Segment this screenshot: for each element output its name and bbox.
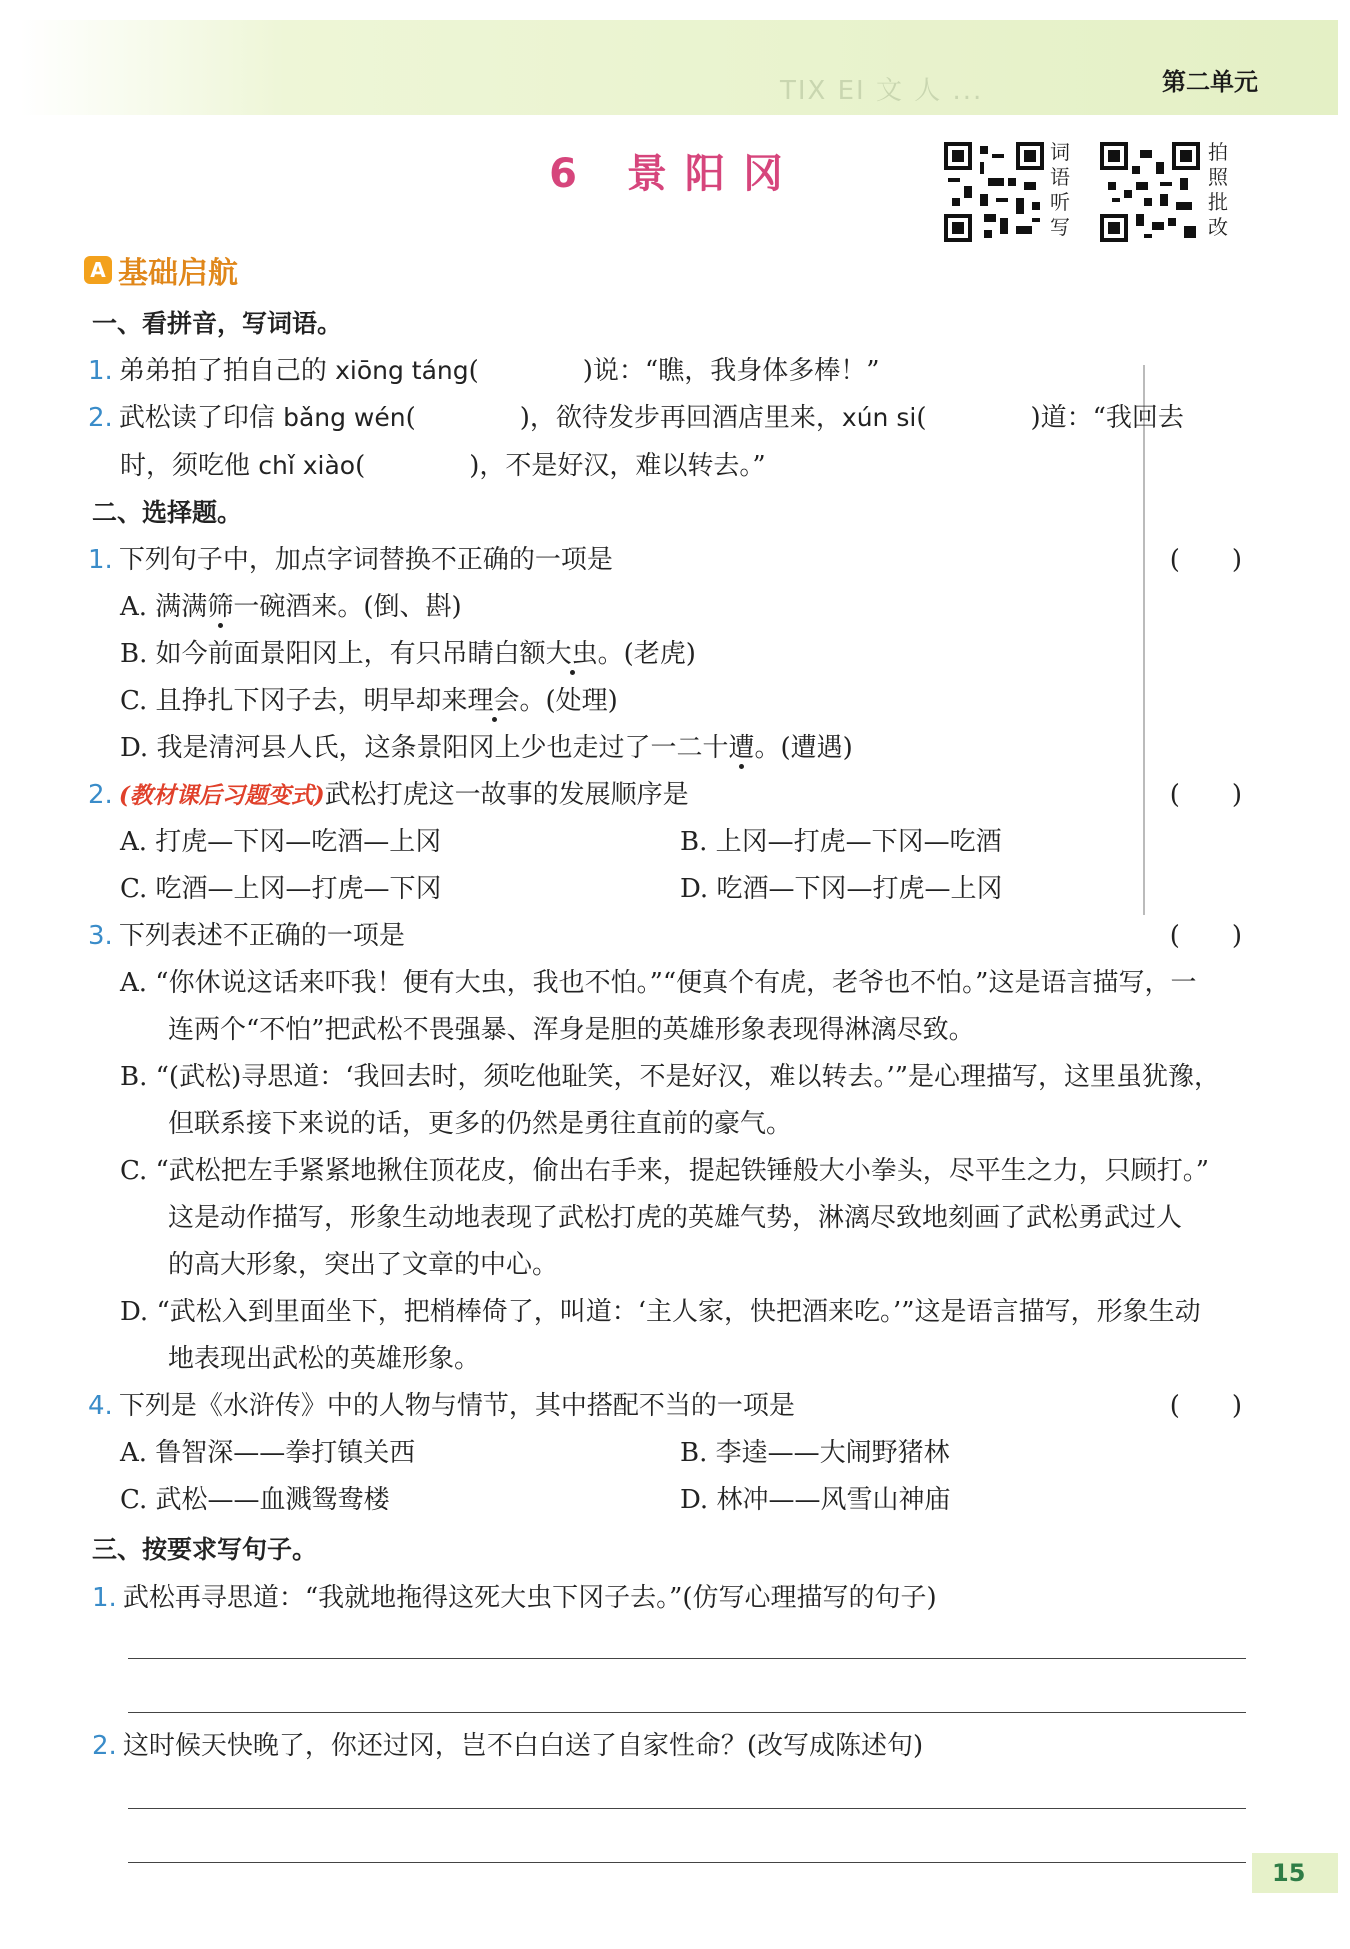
section-badge-icon: A xyxy=(84,256,112,284)
header-ghost-text: TIX EI 文 人 ... xyxy=(780,76,984,106)
part1-heading: 一、看拼音，写词语。 xyxy=(92,309,343,338)
option-a[interactable]: A. 鲁智深——拳打镇关西 xyxy=(120,1438,416,1468)
option-text: 。(处理) xyxy=(519,686,618,716)
qr-code-photo-grading[interactable] xyxy=(1100,142,1200,242)
question-number: 2. xyxy=(88,780,113,810)
option-c-cont: 的高大形象，突出了文章的中心。 xyxy=(168,1250,559,1280)
p3-q1 xyxy=(92,1582,937,1614)
q-text: 武松读了印信 xyxy=(118,403,284,433)
dotted-word: 大虫 xyxy=(545,639,598,669)
answer-paren[interactable]: ( ) xyxy=(1169,780,1242,810)
option-d[interactable]: D. 林冲——风雪山神庙 xyxy=(680,1485,951,1515)
pinyin: bǎng wén xyxy=(283,403,406,432)
option-c[interactable]: C. 吃酒—上冈—打虎—下冈 xyxy=(120,874,442,904)
p1-q2-line2 xyxy=(120,450,766,482)
answer-blank[interactable]: ( ) xyxy=(355,451,480,481)
q-text: 下列是《水浒传》中的人物与情节，其中搭配不当的一项是 xyxy=(118,1391,795,1421)
option-c-cont: 这是动作描写，形象生动地表现了武松打虎的英雄气势，淋漓尽致地刻画了武松勇武过人 xyxy=(168,1203,1183,1233)
q-text: 时，须吃他 xyxy=(120,451,259,481)
option-text: 一碗酒来。(倒、斟) xyxy=(233,592,462,622)
option-text: C. 且挣扎下冈子去，明早却来 xyxy=(120,686,468,716)
vertical-divider xyxy=(1143,365,1145,915)
q-text: ，欲待发步再回酒店里来， xyxy=(529,403,842,433)
answer-paren[interactable]: ( ) xyxy=(1169,921,1242,951)
question-number: 1. xyxy=(88,356,113,386)
part2-heading: 二、选择题。 xyxy=(92,498,243,527)
option-b[interactable] xyxy=(120,638,696,670)
p2-q2 xyxy=(88,779,689,812)
dotted-word: 理会 xyxy=(467,686,520,716)
lesson-title: 6 景阳冈 xyxy=(549,151,801,197)
question-number: 3. xyxy=(88,921,113,951)
option-b-cont: 但联系接下来说的话，更多的仍然是勇往直前的豪气。 xyxy=(168,1109,793,1139)
q-text: 下列表述不正确的一项是 xyxy=(118,921,405,951)
q-text: 下列句子中，加点字词替换不正确的一项是 xyxy=(118,545,613,575)
pinyin: xiōng táng xyxy=(335,356,469,385)
p2-q1 xyxy=(88,544,613,576)
p1-q2-line1 xyxy=(88,402,1184,434)
p2-q3 xyxy=(88,920,405,952)
qr-label-dictation: 词语听写 xyxy=(1050,140,1070,239)
q-text: 武松打虎这一故事的发展顺序是 xyxy=(324,780,689,810)
answer-blank[interactable]: ( ) xyxy=(468,356,593,386)
q-text: 弟弟拍了拍自己的 xyxy=(118,356,336,386)
option-text: B. 如今前面景阳冈上，有只吊睛白额 xyxy=(120,639,546,669)
p1-q1 xyxy=(88,355,880,387)
option-c[interactable]: C. 武松——血溅鸳鸯楼 xyxy=(120,1485,390,1515)
qr-code-dictation[interactable] xyxy=(944,142,1044,242)
answer-paren[interactable]: ( ) xyxy=(1169,545,1242,575)
pinyin: chǐ xiào xyxy=(258,451,356,480)
writing-line[interactable] xyxy=(128,1658,1246,1659)
question-number: 2. xyxy=(92,1731,117,1761)
q-text: ，不是好汉，难以转去。” xyxy=(479,451,766,481)
option-a[interactable]: A. “你休说这话来吓我！便有大虫，我也不怕。”“便真个有虎，老爷也不怕。”这是语言描写，一 xyxy=(120,968,1197,998)
section-basic-start xyxy=(84,248,238,292)
option-a-cont: 连两个“不怕”把武松不畏强暴、浑身是胆的英雄形象表现得淋漓尽致。 xyxy=(168,1015,975,1045)
option-b[interactable]: B. 上冈—打虎—下冈—吃酒 xyxy=(680,827,1002,857)
q-text: 武松再寻思道：“我就地拖得这死大虫下冈子去。”(仿写心理描写的句子) xyxy=(122,1583,937,1613)
page-number: 15 xyxy=(1252,1853,1338,1893)
option-a[interactable] xyxy=(120,591,462,623)
option-d-cont: 地表现出武松的英雄形象。 xyxy=(168,1344,481,1374)
answer-blank[interactable]: ( ) xyxy=(916,403,1041,433)
option-d[interactable]: D. 吃酒—下冈—打虎—上冈 xyxy=(680,874,1003,904)
question-number: 2. xyxy=(88,403,113,433)
option-a[interactable]: A. 打虎—下冈—吃酒—上冈 xyxy=(120,827,442,857)
part3-heading: 三、按要求写句子。 xyxy=(92,1535,318,1564)
question-number: 4. xyxy=(88,1391,113,1421)
option-c[interactable]: C. “武松把左手紧紧地揪住顶花皮，偷出右手来，提起铁锤般大小拳头，尽平生之力，只顾打。” xyxy=(120,1156,1210,1186)
unit-label: 第二单元 xyxy=(1162,68,1258,96)
question-number: 1. xyxy=(88,545,113,575)
p3-q2 xyxy=(92,1730,923,1762)
option-text: 。(老虎) xyxy=(597,639,696,669)
pinyin: xún si xyxy=(841,403,917,432)
section-label: 基础启航 xyxy=(118,256,238,291)
option-b[interactable]: B. “(武松)寻思道：‘我回去时，须吃他耻笑，不是好汉，难以转去。’”是心理描写，这里虽犹豫， xyxy=(120,1062,1221,1092)
option-text: D. 我是清河县人氏，这条景阳冈上少也走过了一二十 xyxy=(120,733,729,763)
answer-paren[interactable]: ( ) xyxy=(1169,1391,1242,1421)
p2-q4 xyxy=(88,1390,795,1422)
writing-line[interactable] xyxy=(128,1862,1246,1863)
option-d[interactable] xyxy=(120,732,853,764)
option-text: A. 满满 xyxy=(120,592,208,622)
option-b[interactable]: B. 李逵——大闹野猪林 xyxy=(680,1438,950,1468)
option-d[interactable]: D. “武松入到里面坐下，把梢棒倚了，叫道：‘主人家，快把酒来吃。’”这是语言描写，形象生动 xyxy=(120,1297,1201,1327)
writing-line[interactable] xyxy=(128,1808,1246,1809)
answer-blank[interactable]: ( ) xyxy=(405,403,530,433)
writing-line[interactable] xyxy=(128,1712,1246,1713)
q-text: 这时候天快晚了，你还过冈，岂不白白送了自家性命？(改写成陈述句) xyxy=(122,1731,924,1761)
qr-label-photo-grading: 拍照批改 xyxy=(1208,140,1228,239)
textbook-variant-tag: (教材课后习题变式) xyxy=(118,782,325,809)
option-text: 。(遭遇) xyxy=(754,733,853,763)
dotted-word: 遭 xyxy=(728,733,755,763)
q-text: 说：“瞧，我身体多棒！” xyxy=(592,356,880,386)
question-number: 1. xyxy=(92,1583,117,1613)
option-c[interactable] xyxy=(120,685,618,717)
header-band xyxy=(20,20,1338,115)
dotted-word: 筛 xyxy=(207,592,234,622)
q-text: 道：“我回去 xyxy=(1040,403,1184,433)
